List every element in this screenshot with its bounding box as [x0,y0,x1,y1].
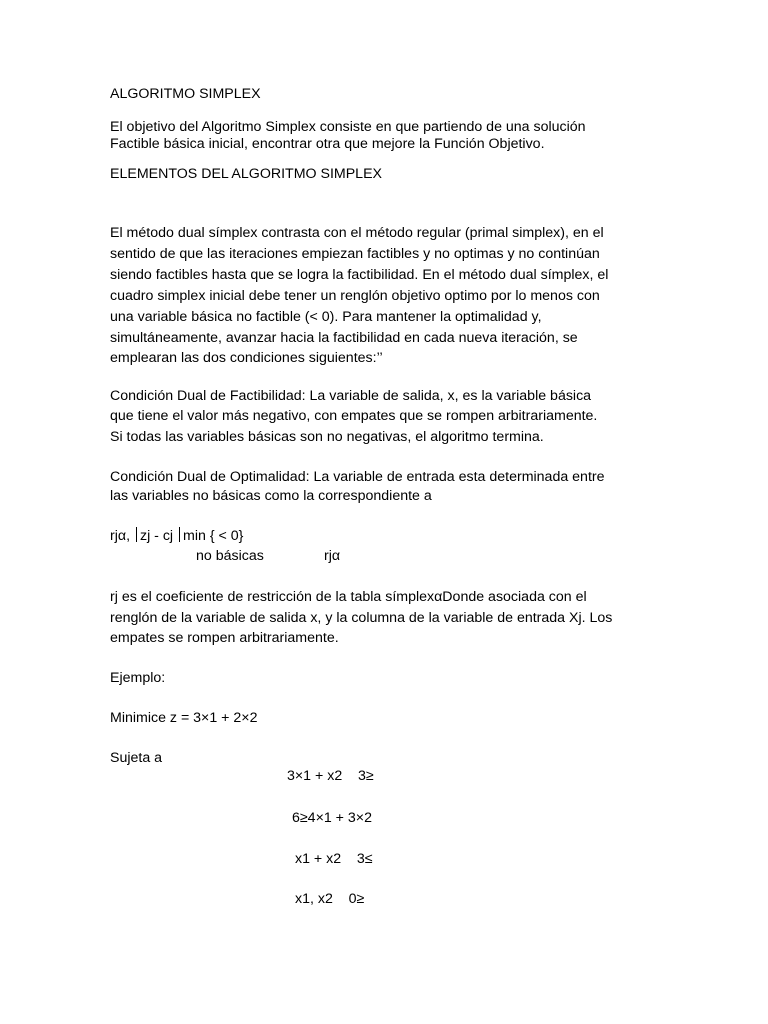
constraint-line: x1 + x2 3≤ [295,851,373,867]
constraint-line: 3×1 + x2 3≥ [287,768,374,784]
paragraph-line: Condición Dual de Factibilidad: La variable de salida, x, es la variable básica [110,388,592,404]
paragraph-line: siendo factibles hasta que se logra la factibilidad. En el método dual símplex, el [110,267,609,283]
paragraph-line: El método dual símplex contrasta con el método regular (primal simplex), en el [110,225,604,241]
abs-bar-right [179,527,180,542]
section-heading: ELEMENTOS DEL ALGORITMO SIMPLEX [110,166,382,182]
formula-abs: zj - cj [139,528,174,544]
formula-rest: min { < 0} [183,528,244,544]
paragraph-line: cuadro simplex inicial debe tener un renglón objetivo optimo por lo menos con [110,288,600,304]
paragraph-line: una variable básica no factible (< 0). Para mantener la optimalidad y, [110,309,542,325]
paragraph-line: Si todas las variables básicas son no negativas, el algoritmo termina. [110,429,544,445]
intro-line: Factible básica inicial, encontrar otra que mejore la Función Objetivo. [110,136,545,152]
subject-to-label: Sujeta a [110,750,163,766]
paragraph-line: simultáneamente, avanzar hacia la factibilidad en cada nueva iteración, se [110,330,578,346]
intro-line: El objetivo del Algoritmo Simplex consiste en que partiendo de una solución [110,119,586,135]
constraint-line: 6≥4×1 + 3×2 [292,810,372,826]
paragraph-line: emplearan las dos condiciones siguientes:’’ [110,350,383,366]
formula-subscript-right: rjα [324,548,341,564]
paragraph-line: empates se rompen arbitrariamente. [110,630,339,646]
abs-bar-left [136,527,137,542]
paragraph-line: las variables no básicas como la correspondiente a [110,488,432,504]
formula-line [110,527,243,545]
formula-subscript-left: no básicas [196,548,264,564]
constraint-line: x1, x2 0≥ [295,891,365,907]
objective-function: Minimice z = 3×1 + 2×2 [110,710,258,726]
document-title: ALGORITMO SIMPLEX [110,86,261,102]
paragraph-line: rj es el coeficiente de restricción de la tabla símplexαDonde asociada con el [110,589,587,605]
formula-lead: rjα, [110,528,131,544]
paragraph-line: sentido de que las iteraciones empiezan factibles y no optimas y no continúan [110,246,600,262]
paragraph-line: Condición Dual de Optimalidad: La variable de entrada esta determinada entre [110,469,605,485]
example-label: Ejemplo: [110,670,166,686]
paragraph-line: renglón de la variable de salida x, y la columna de la variable de entrada Xj. Los [110,610,613,626]
paragraph-line: que tiene el valor más negativo, con empates que se rompen arbitrariamente. [110,408,598,424]
